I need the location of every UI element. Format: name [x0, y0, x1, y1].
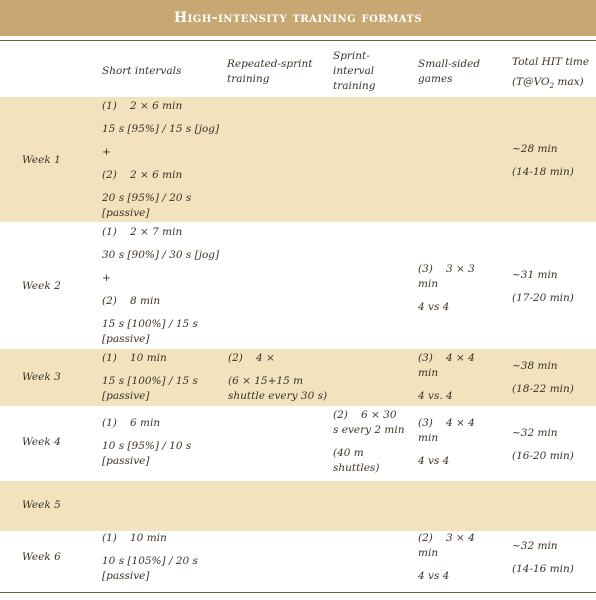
header-sprint-interval: Sprint-interval training: [333, 50, 376, 92]
week-label: Week 1: [22, 154, 61, 166]
total-hit-cell: ~32 min (14-16 min): [512, 540, 574, 575]
table-row-week-4: [0, 406, 596, 481]
header-total-line2: ($T@VO_2$ max): [512, 76, 584, 91]
short-intervals-cell: (1) 6 min 10 s [95%] / 10 s [passive]: [102, 417, 192, 467]
small-sided-cell: (3) 4 × 4 min 4 vs 4: [418, 417, 475, 467]
header-small-sided: Small-sided games: [418, 58, 481, 85]
table-title: High-intensity training formats: [0, 0, 596, 36]
short-intervals-cell: (1) 10 min 15 s [100%] / 15 s [passive]: [102, 352, 198, 402]
total-hit-cell: ~32 min (16-20 min): [512, 427, 574, 462]
week-label: Week 5: [22, 499, 61, 511]
small-sided-cell: (3) 4 × 4 min 4 vs. 4: [418, 352, 475, 402]
short-intervals-cell: (1) 2 × 7 min 30 s [90%] / 30 s [jog] + (2) 8 min 15 s [100%] / 15 s [passive]: [102, 226, 220, 345]
small-sided-cell: (2) 3 × 4 min 4 vs 4: [418, 532, 475, 582]
table-row-week-6: [0, 531, 596, 592]
bottom-rule: [0, 592, 596, 593]
header-total-hit: [512, 55, 589, 94]
small-sided-cell: (3) 3 × 3 min 4 vs 4: [418, 263, 475, 313]
total-hit-cell: ~28 min (14-18 min): [512, 143, 574, 178]
header-total-line1: Total HIT time: [512, 56, 590, 68]
header-repeated-sprint: Repeated-sprint training: [227, 58, 313, 85]
week-label: Week 2: [22, 280, 61, 292]
total-hit-cell: ~31 min (17-20 min): [512, 269, 574, 304]
table-row-week-3: [0, 349, 596, 406]
top-rule: [0, 40, 596, 41]
short-intervals-cell: (1) 2 × 6 min 15 s [95%] / 15 s [jog] + (2) 2 × 6 min 20 s [95%] / 20 s [passive]: [102, 100, 220, 219]
week-label: Week 6: [22, 551, 61, 563]
table-row-week-2: [0, 222, 596, 349]
week-label: Week 4: [22, 436, 61, 448]
table-row-week-5: [0, 481, 596, 531]
short-intervals-cell: (1) 10 min 10 s [105%] / 20 s [passive]: [102, 532, 198, 582]
sprint-interval-cell: (2) 6 × 30 s every 2 min (40 m shuttles): [333, 409, 405, 474]
total-hit-cell: ~38 min (18-22 min): [512, 360, 574, 395]
repeated-sprint-cell: (2) 4 × (6 × 15+15 m shuttle every 30 s): [228, 352, 328, 402]
header-short-intervals: Short intervals: [102, 65, 182, 77]
table-row-week-1: [0, 97, 596, 222]
week-label: Week 3: [22, 371, 61, 383]
